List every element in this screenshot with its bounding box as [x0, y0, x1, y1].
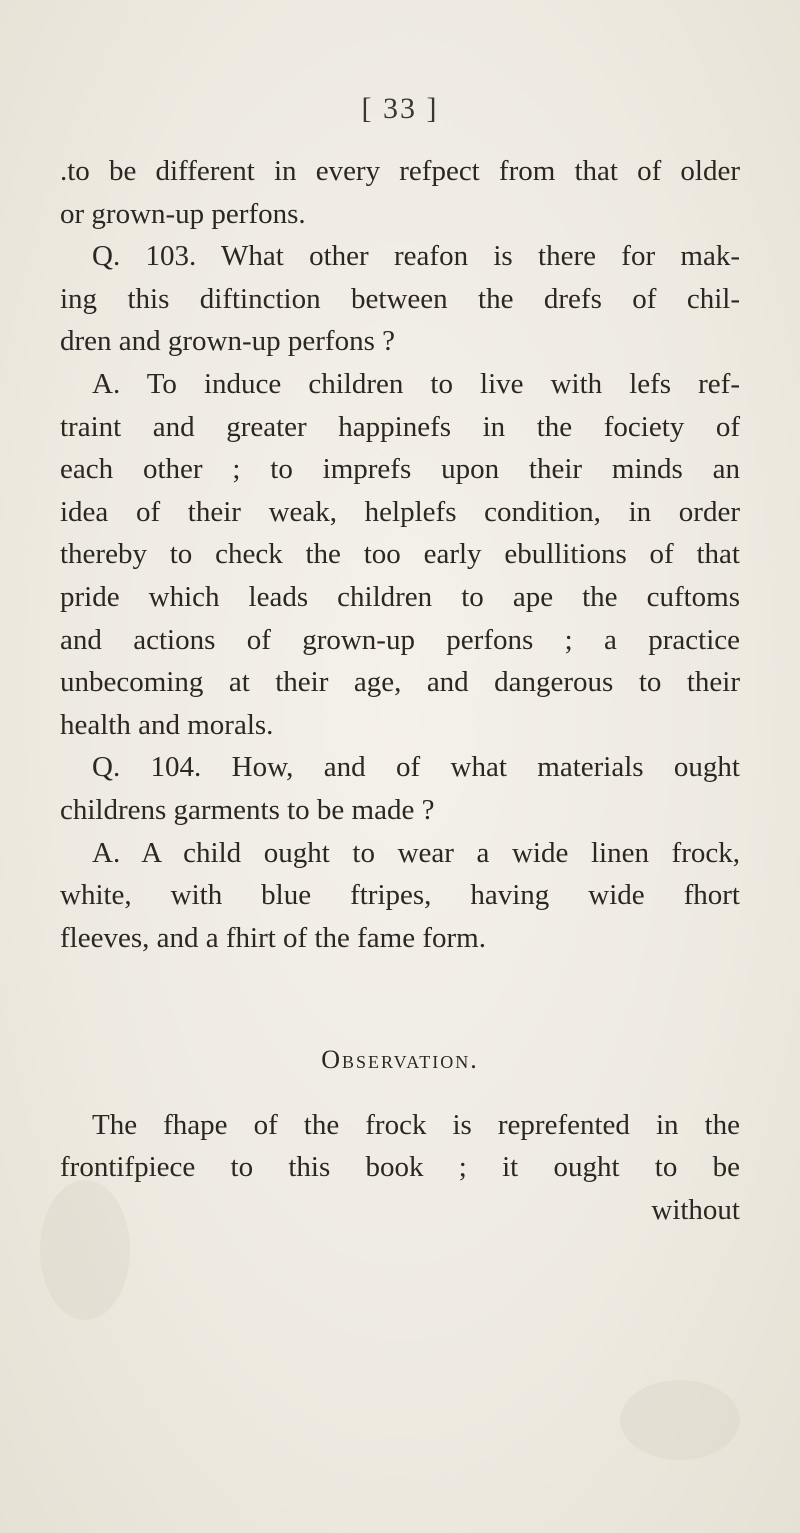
question-line: Q. 104. How, and of what materials ought [92, 751, 740, 784]
paper-stain [620, 1380, 740, 1460]
text-line: idea of their weak, helplefs condition, in order [60, 495, 740, 528]
text-line: and actions of grown-up perfons ; a practice [60, 623, 740, 656]
question-line: Q. 103. What other reafon is there for mak- [92, 240, 740, 273]
text-line: health and morals. [60, 708, 274, 741]
section-spacer [60, 959, 740, 1039]
text-line: .to be different in every refpect from that of older [60, 155, 740, 187]
text-line: pride which leads children to ape the cuftoms [60, 580, 740, 613]
section-heading: Observation. [321, 1045, 479, 1075]
text-line: unbecoming at their age, and dangerous to their [60, 666, 740, 699]
observation-line: frontifpiece to this book ; it ought to be [60, 1151, 740, 1184]
text-line: or grown-up perfons. [60, 197, 306, 230]
body-text [60, 150, 740, 1232]
answer-line: A. To induce children to live with lefs ref- [92, 367, 740, 400]
text-line: childrens garments to be made ? [60, 793, 435, 826]
answer-line: A. A child ought to wear a wide linen frock, [92, 836, 740, 869]
text-line: each other ; to imprefs upon their minds an [60, 453, 740, 486]
text-line: fleeves, and a fhirt of the fame form. [60, 921, 486, 954]
section-spacer [60, 1082, 740, 1104]
text-line: white, with blue ftripes, having wide fhort [60, 879, 740, 912]
observation-line: The fhape of the frock is reprefented in the [92, 1108, 740, 1141]
text-line: dren and grown-up perfons ? [60, 325, 396, 358]
text-line: thereby to check the too early ebullitions of that [60, 538, 740, 571]
text-line: traint and greater happinefs in the fociety of [60, 410, 740, 443]
catchword: without [651, 1194, 740, 1227]
page-number: [ 33 ] [361, 92, 439, 125]
text-line: ing this diftinction between the drefs of chil- [60, 282, 740, 315]
